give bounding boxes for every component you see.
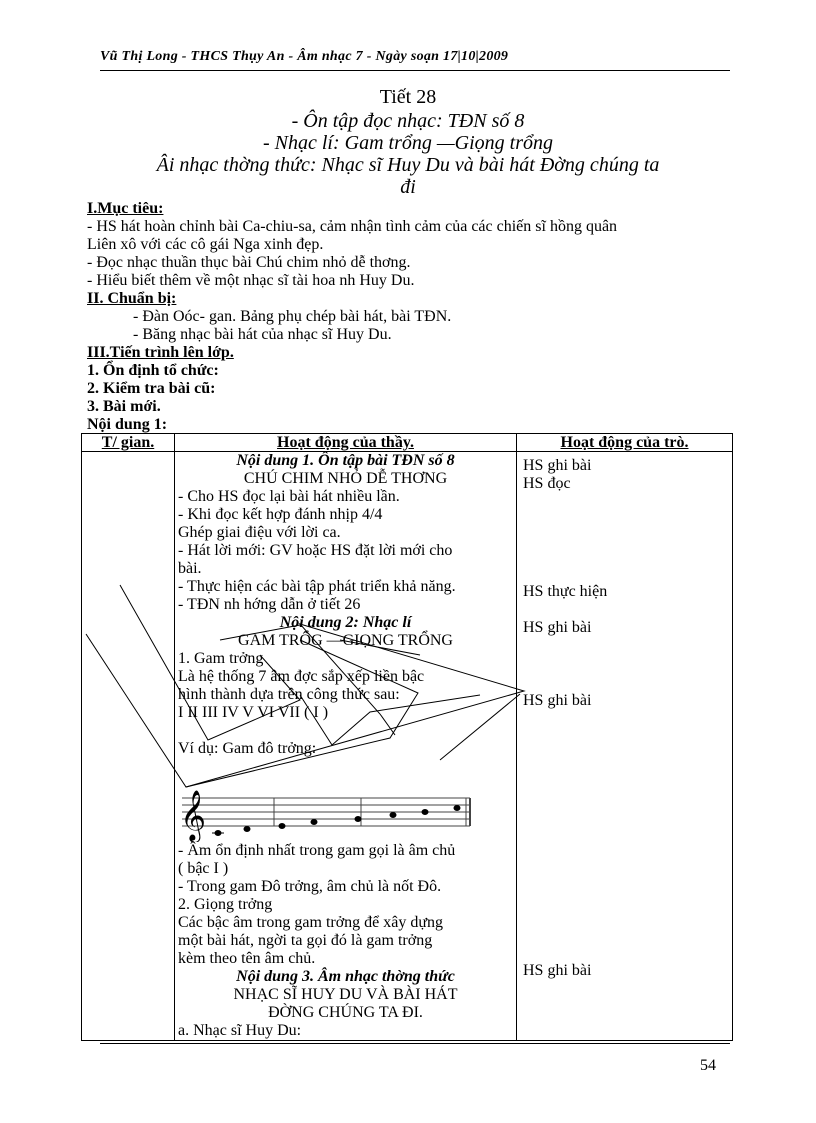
student-cell (517, 452, 733, 1041)
page-number: 54 (700, 1057, 716, 1074)
title-line-1: - Ôn tập đọc nhạc: TĐN số 8 (291, 110, 525, 132)
objectives-heading: I.Mục tiêu: (87, 200, 164, 217)
process-step: 2. Kiểm tra bài cũ: (87, 380, 216, 397)
title-line-2: - Nhạc lí: Gam trổng —Giọng trổng (263, 132, 553, 154)
teacher-line: - Trong gam Đô trởng, âm chủ là nốt Đô. (178, 878, 442, 895)
music-staff (178, 758, 513, 842)
topic-title: NHẠC SĨ HUY DU VÀ BÀI HÁT (233, 986, 458, 1003)
title-line-4: đi (400, 176, 416, 198)
process-step: 1. Ổn định tổ chức: (87, 362, 219, 379)
teacher-line: - Âm ổn định nhất trong gam gọi là âm chủ (178, 842, 456, 859)
teacher-line: - Hát lời mới: GV hoặc HS đặt lời mới cho (178, 542, 453, 559)
teacher-line: 2. Giọng trởng (178, 896, 273, 913)
header-rule (100, 70, 730, 71)
header-teacher: Hoạt động của thầy. (175, 434, 517, 452)
teacher-line: - Thực hiện các bài tập phát triển khả năng. (178, 578, 456, 595)
teacher-line: - Cho HS đọc lại bài hát nhiều lần. (178, 488, 400, 505)
teacher-line: một bài hát, ngời ta gọi đó là gam trởng (178, 932, 433, 949)
scale-degrees: I II III IV V VI VII ( I ) (178, 704, 329, 721)
teacher-line: 1. Gam trởng (178, 650, 264, 667)
teacher-line: Ví dụ: Gam đô trởng: (178, 740, 317, 757)
teacher-line: Các bậc âm trong gam trởng để xây dựng (178, 914, 444, 931)
student-note: HS đọc (523, 475, 571, 492)
objective-line: - HS hát hoàn chỉnh bài Ca-chiu-sa, cảm nhận tình cảm của các chiến sĩ hồng quân (87, 218, 618, 235)
topic-title: ĐỜNG CHÚNG TA ĐI. (268, 1004, 423, 1021)
treble-clef-icon: 𝄞 (180, 790, 207, 841)
student-note: HS ghi bài (523, 457, 592, 474)
header-time: T/ gian. (82, 434, 175, 452)
teacher-line: - TĐN nh hớng dẫn ở tiết 26 (178, 596, 361, 613)
teacher-line: bài. (178, 560, 202, 577)
teacher-line: ( bậc I ) (178, 860, 229, 877)
section-title: Nội dung 1. Ôn tập bài TĐN số 8 (236, 452, 455, 469)
preparation-line: - Đàn Oóc- gan. Bảng phụ chép bài hát, bài TĐN. (133, 308, 452, 325)
topic-title: GAM TRỔG —GIỌNG TRỔNG (238, 632, 453, 649)
lesson-number: Tiết 28 (379, 86, 437, 108)
song-title: CHÚ CHIM NHỎ DỄ THƠNG (243, 470, 448, 487)
preparation-line: - Băng nhạc bài hát của nhạc sĩ Huy Du. (133, 326, 392, 343)
objective-line: - Hiểu biết thêm về một nhạc sĩ tài hoa nh Huy Du. (87, 272, 415, 289)
header-student: Hoạt động của trò. (517, 434, 733, 452)
student-note: HS ghi bài (523, 619, 592, 636)
process-step: 3. Bài mới. (87, 398, 161, 415)
objective-line: - Đọc nhạc thuần thục bài Chú chim nhỏ dễ thơng. (87, 254, 411, 271)
teacher-line: kèm theo tên âm chủ. (178, 950, 316, 967)
student-note: HS thực hiện (523, 583, 608, 600)
teacher-line: a. Nhạc sĩ Huy Du: (178, 1022, 302, 1039)
teacher-line: Ghép giai điệu với lời ca. (178, 524, 341, 541)
process-heading: III.Tiến trình lên lớp. (87, 344, 234, 361)
content-label: Nội dung 1: (87, 416, 168, 433)
time-cell (82, 452, 175, 1041)
teacher-line: - Khi đọc kết hợp đánh nhịp 4/4 (178, 506, 383, 523)
objective-line: Liên xô với các cô gái Nga xinh đẹp. (87, 236, 324, 253)
teacher-cell (175, 452, 517, 1041)
preparation-heading: II. Chuẩn bị: (87, 290, 177, 307)
section-title: Nội dung 3. Âm nhạc thờng thức (236, 968, 455, 985)
title-line-3: Âi nhạc thờng thức: Nhạc sĩ Huy Du và bài hát Đờng chúng ta (156, 154, 660, 176)
section-title: Nội dung 2: Nhạc lí (279, 614, 412, 631)
student-note: HS ghi bài (523, 692, 592, 709)
page-header: Vũ Thị Long - THCS Thụy An - Âm nhạc 7 - Ngày soạn 17|10|2009 (100, 49, 509, 64)
lesson-plan-table (81, 433, 733, 1041)
student-note: HS ghi bài (523, 962, 592, 979)
teacher-line: Là hệ thống 7 âm đợc sắp xếp liền bậc (178, 668, 425, 685)
footer-rule (100, 1043, 730, 1044)
teacher-line: hình thành dựa trên công thức sau: (178, 686, 400, 703)
